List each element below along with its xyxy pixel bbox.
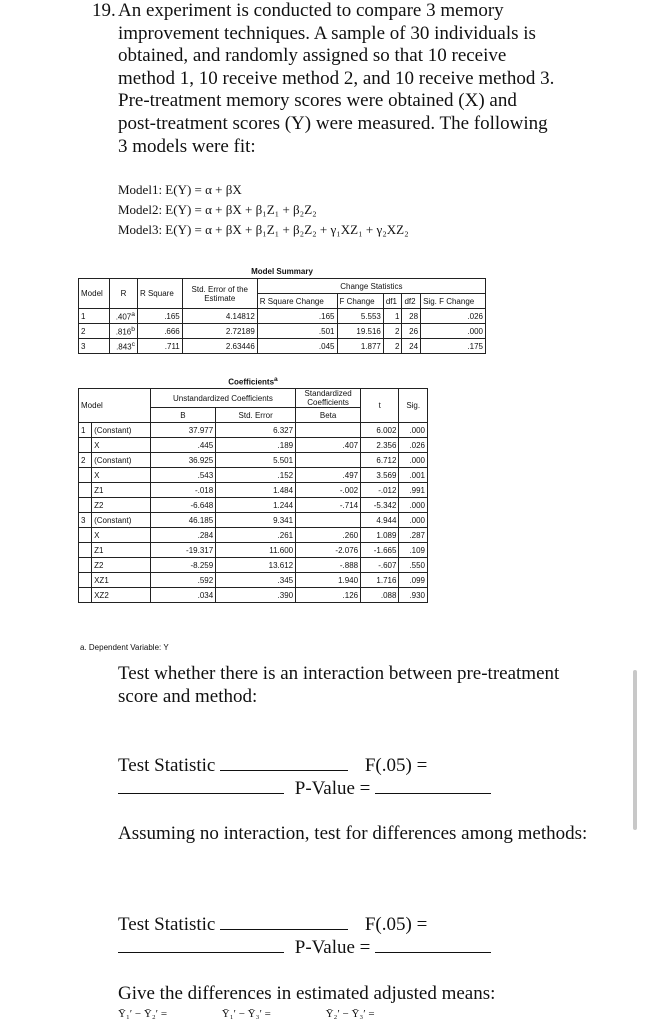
coef-b: 36.925 (150, 453, 215, 468)
coef-se: 1.244 (216, 498, 296, 513)
coef-t: 3.569 (361, 468, 399, 483)
coef-t: -5.342 (361, 498, 399, 513)
coef-term: XZ2 (92, 588, 151, 603)
part-a-test-statistic-blank[interactable] (220, 753, 348, 771)
part-a-pvalue-label: P-Value = (294, 778, 371, 799)
part-b-test-statistic-label: Test Statistic (118, 914, 216, 935)
summary-header-sig: Sig. F Change (421, 294, 486, 309)
summary-r-footnote: a (131, 310, 135, 318)
summary-r-value: .407 (115, 312, 132, 322)
coef-model (79, 438, 92, 453)
coef-sig: .287 (399, 528, 428, 543)
summary-row (79, 339, 486, 354)
summary-r (109, 324, 137, 339)
coef-se: .261 (216, 528, 296, 543)
coef-term: X (92, 438, 151, 453)
model-3-equation: Model3: E(Y) = α + βX + β₁Z₁ + β₂Z₂ + γ₁XZ₁ + γ₂XZ₂ (118, 222, 409, 237)
coef-header-sig: Sig. (399, 389, 428, 423)
coef-t: 1.716 (361, 573, 399, 588)
part-a-f05-blank[interactable] (118, 776, 284, 794)
question-number: 19. (92, 0, 116, 21)
part-b-pvalue-label: P-Value = (294, 937, 371, 958)
coef-se: 11.600 (216, 543, 296, 558)
coef-se: .390 (216, 588, 296, 603)
coef-beta: 1.940 (296, 573, 361, 588)
summary-sig: .175 (421, 339, 486, 354)
coef-header-se: Std. Error (216, 408, 296, 423)
summary-header-df1: df1 (383, 294, 402, 309)
part-a-f05-label: F(.05) = (364, 755, 428, 776)
summary-df1: 2 (383, 324, 402, 339)
summary-rsqch: .501 (257, 324, 337, 339)
model-equations (118, 180, 409, 240)
coef-row (79, 498, 428, 513)
summary-model: 2 (79, 324, 110, 339)
summary-se: 4.14812 (182, 309, 257, 324)
coef-beta: .260 (296, 528, 361, 543)
part-c-prompt: Give the differences in estimated adjusted means: (118, 983, 496, 1004)
model-summary-table (78, 264, 486, 354)
coef-b: 46.185 (150, 513, 215, 528)
coef-header-b: B (150, 408, 215, 423)
coef-se: 9.341 (216, 513, 296, 528)
coef-b: 37.977 (150, 423, 215, 438)
coef-row (79, 468, 428, 483)
coef-beta (296, 453, 361, 468)
question-line-3: obtained, and randomly assigned so that 10 receive (118, 45, 507, 67)
part-b-f05-blank[interactable] (118, 935, 284, 953)
coef-header-unstd: Unstandardized Coefficients (150, 389, 295, 408)
coef-beta (296, 513, 361, 528)
summary-df1: 2 (383, 339, 402, 354)
diff-1-3: Ȳ₁′ − Ȳ₃′ = (221, 1008, 271, 1020)
question-line-1: An experiment is conducted to compare 3 memory (118, 0, 504, 21)
question-line-4: method 1, 10 receive method 2, and 10 receive method 3. (118, 67, 555, 89)
summary-rsqch: .045 (257, 339, 337, 354)
part-a-answer-line-1 (118, 753, 588, 777)
diff-2-3: Ȳ₂′ − Ȳ₃′ = (325, 1008, 375, 1020)
coef-b: .034 (150, 588, 215, 603)
coef-model (79, 468, 92, 483)
summary-df1: 1 (383, 309, 402, 324)
part-a-pvalue-blank[interactable] (375, 776, 491, 794)
part-a-test-statistic-label: Test Statistic (118, 755, 216, 776)
coef-row (79, 588, 428, 603)
coef-model (79, 543, 92, 558)
coef-beta: -2.076 (296, 543, 361, 558)
summary-header-r: R (109, 279, 137, 309)
summary-r-value: .843 (116, 342, 132, 352)
coef-sig: .991 (399, 483, 428, 498)
part-b-answer-line-2 (118, 935, 588, 959)
summary-header-rsq: R Square (137, 279, 182, 309)
diff-1-2: Ȳ₁′ − Ȳ₂′ = (118, 1008, 168, 1020)
coef-model: 1 (79, 423, 92, 438)
coef-row (79, 573, 428, 588)
coef-model (79, 528, 92, 543)
coef-term: (Constant) (92, 453, 151, 468)
coef-se: .345 (216, 573, 296, 588)
coef-row (79, 453, 428, 468)
coef-header-beta: Beta (296, 408, 361, 423)
coef-sig: .000 (399, 498, 428, 513)
coef-sig: .099 (399, 573, 428, 588)
part-a-prompt: Test whether there is an interaction between pre-treatment score and method: (118, 663, 560, 707)
summary-rsqch: .165 (257, 309, 337, 324)
summary-header-change: Change Statistics (257, 279, 485, 294)
coef-beta: -.888 (296, 558, 361, 573)
summary-se: 2.63446 (182, 339, 257, 354)
coef-model (79, 558, 92, 573)
coef-header-model: Model (79, 389, 151, 423)
summary-header-df2: df2 (402, 294, 421, 309)
summary-header-model: Model (79, 279, 110, 309)
summary-r (109, 339, 137, 354)
summary-df2: 26 (402, 324, 421, 339)
summary-header-rsqch: R Square Change (257, 294, 337, 309)
coef-model (79, 588, 92, 603)
part-b-prompt: Assuming no interaction, test for differences among methods: (118, 823, 588, 844)
summary-header-se: Std. Error of the Estimate (182, 279, 257, 309)
coef-model: 3 (79, 513, 92, 528)
coef-b: .543 (150, 468, 215, 483)
coef-term: Z1 (92, 543, 151, 558)
coef-row (79, 483, 428, 498)
part-a-answer-line-2 (118, 776, 588, 800)
coef-t: .088 (361, 588, 399, 603)
summary-rsq: .711 (137, 339, 182, 354)
coef-row (79, 543, 428, 558)
summary-row (79, 309, 486, 324)
adjusted-means-differences (118, 1008, 427, 1020)
coef-header-std: Standardized Coefficients (296, 389, 361, 408)
part-b-pvalue-blank[interactable] (375, 935, 491, 953)
coef-sig: .000 (399, 423, 428, 438)
coef-row (79, 438, 428, 453)
coef-b: -8.259 (150, 558, 215, 573)
summary-sig: .026 (421, 309, 486, 324)
coef-t: -.607 (361, 558, 399, 573)
part-b-test-statistic-blank[interactable] (220, 912, 348, 930)
coef-b: .445 (150, 438, 215, 453)
coef-t: 2.356 (361, 438, 399, 453)
coefficients-title: Coefficients$^a$ (228, 375, 278, 387)
coef-beta: -.714 (296, 498, 361, 513)
coef-term: Z2 (92, 498, 151, 513)
summary-r (109, 309, 137, 324)
coef-row (79, 513, 428, 528)
model-summary-title: Model Summary (251, 266, 313, 276)
coef-se: .152 (216, 468, 296, 483)
question-text (92, 0, 612, 158)
scrollbar[interactable] (633, 670, 637, 830)
coef-term: (Constant) (92, 423, 151, 438)
summary-fch: 1.877 (337, 339, 383, 354)
question-line-5: Pre-treatment memory scores were obtained (X) and (118, 90, 517, 112)
summary-rsq: .666 (137, 324, 182, 339)
part-b-answer-line-1 (118, 912, 588, 936)
coef-se: .189 (216, 438, 296, 453)
coef-se: 1.484 (216, 483, 296, 498)
coef-se: 13.612 (216, 558, 296, 573)
coef-term: X (92, 468, 151, 483)
coef-model (79, 573, 92, 588)
coef-term: Z1 (92, 483, 151, 498)
coef-row (79, 558, 428, 573)
coef-model (79, 498, 92, 513)
coef-row (79, 528, 428, 543)
summary-fch: 19.516 (337, 324, 383, 339)
coef-model (79, 483, 92, 498)
coef-term: XZ1 (92, 573, 151, 588)
summary-r-footnote: b (131, 325, 135, 333)
coef-sig: .930 (399, 588, 428, 603)
coef-t: -.012 (361, 483, 399, 498)
summary-model: 3 (79, 339, 110, 354)
summary-r-footnote: c (131, 340, 135, 348)
question-line-7: 3 models were fit: (118, 135, 256, 157)
coefficients-footnote: a. Dependent Variable: Y (80, 643, 169, 652)
coef-sig: .000 (399, 513, 428, 528)
summary-row (79, 324, 486, 339)
coef-term: Z2 (92, 558, 151, 573)
coef-sig: .001 (399, 468, 428, 483)
coef-t: -1.665 (361, 543, 399, 558)
coef-header-t: t (361, 389, 399, 423)
summary-fch: 5.553 (337, 309, 383, 324)
coef-beta: .126 (296, 588, 361, 603)
coef-b: .592 (150, 573, 215, 588)
coef-term: (Constant) (92, 513, 151, 528)
coef-model: 2 (79, 453, 92, 468)
part-b-f05-label: F(.05) = (364, 914, 428, 935)
coef-term: X (92, 528, 151, 543)
coef-se: 6.327 (216, 423, 296, 438)
coef-b: -6.648 (150, 498, 215, 513)
coef-b: -19.317 (150, 543, 215, 558)
coef-se: 5.501 (216, 453, 296, 468)
coef-b: -.018 (150, 483, 215, 498)
coef-t: 6.002 (361, 423, 399, 438)
summary-df2: 28 (402, 309, 421, 324)
question-line-2: improvement techniques. A sample of 30 individuals is (118, 22, 536, 44)
coef-row (79, 423, 428, 438)
coef-sig: .026 (399, 438, 428, 453)
coef-beta (296, 423, 361, 438)
summary-model: 1 (79, 309, 110, 324)
coef-beta: -.002 (296, 483, 361, 498)
coef-t: 1.089 (361, 528, 399, 543)
summary-df2: 24 (402, 339, 421, 354)
summary-r-value: .816 (115, 327, 132, 337)
model-1-equation: Model1: E(Y) = α + βX (118, 182, 242, 197)
question-line-6: post-treatment scores (Y) were measured. The following (118, 112, 548, 134)
coefficients-table (78, 374, 428, 603)
summary-se: 2.72189 (182, 324, 257, 339)
coef-sig: .109 (399, 543, 428, 558)
coef-beta: .497 (296, 468, 361, 483)
model-2-equation: Model2: E(Y) = α + βX + β₁Z₁ + β₂Z₂ (118, 202, 317, 217)
coef-sig: .000 (399, 453, 428, 468)
summary-rsq: .165 (137, 309, 182, 324)
coef-sig: .550 (399, 558, 428, 573)
coef-beta: .407 (296, 438, 361, 453)
summary-sig: .000 (421, 324, 486, 339)
summary-header-fch: F Change (337, 294, 383, 309)
coef-b: .284 (150, 528, 215, 543)
coef-t: 4.944 (361, 513, 399, 528)
coef-t: 6.712 (361, 453, 399, 468)
